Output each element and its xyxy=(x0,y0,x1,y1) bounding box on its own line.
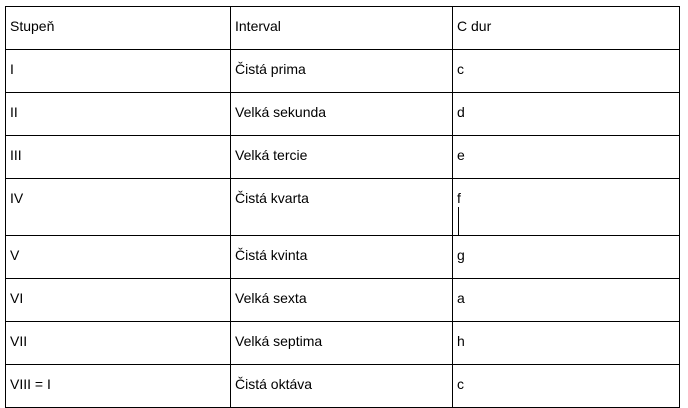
cell-note[interactable]: a xyxy=(453,279,680,322)
cell-note[interactable]: c xyxy=(453,50,680,93)
header-cell-c-major[interactable]: C dur xyxy=(453,7,680,50)
text-cursor xyxy=(458,207,459,235)
table-row xyxy=(6,136,680,179)
cell-note[interactable] xyxy=(453,179,680,236)
header-cell-degree[interactable]: Stupeň xyxy=(6,7,231,50)
cell-interval[interactable]: Velká tercie xyxy=(231,136,453,179)
table-row xyxy=(6,50,680,93)
cell-note[interactable]: d xyxy=(453,93,680,136)
cell-degree[interactable]: II xyxy=(6,93,231,136)
cell-degree[interactable]: IV xyxy=(6,179,231,236)
cell-degree[interactable]: VII xyxy=(6,322,231,365)
scale-intervals-table xyxy=(5,6,680,408)
cell-interval[interactable]: Čistá kvarta xyxy=(231,179,453,236)
cell-interval[interactable]: Čistá prima xyxy=(231,50,453,93)
table-header-row xyxy=(6,7,680,50)
cell-note-text: f xyxy=(457,190,461,206)
cell-interval[interactable]: Čistá kvinta xyxy=(231,236,453,279)
cell-note[interactable]: h xyxy=(453,322,680,365)
cell-interval[interactable]: Velká sexta xyxy=(231,279,453,322)
cell-interval[interactable]: Velká sekunda xyxy=(231,93,453,136)
table-row xyxy=(6,93,680,136)
cell-degree[interactable]: VI xyxy=(6,279,231,322)
table-row xyxy=(6,322,680,365)
table-row xyxy=(6,236,680,279)
cell-note[interactable]: c xyxy=(453,365,680,408)
header-cell-interval[interactable]: Interval xyxy=(231,7,453,50)
cell-degree[interactable]: VIII = I xyxy=(6,365,231,408)
cell-degree[interactable]: V xyxy=(6,236,231,279)
cell-note[interactable]: e xyxy=(453,136,680,179)
cell-interval[interactable]: Čistá oktáva xyxy=(231,365,453,408)
cell-degree[interactable]: I xyxy=(6,50,231,93)
table-row xyxy=(6,179,680,236)
cell-degree[interactable]: III xyxy=(6,136,231,179)
cell-interval[interactable]: Velká septima xyxy=(231,322,453,365)
cell-note[interactable]: g xyxy=(453,236,680,279)
table-row xyxy=(6,365,680,408)
table-row xyxy=(6,279,680,322)
